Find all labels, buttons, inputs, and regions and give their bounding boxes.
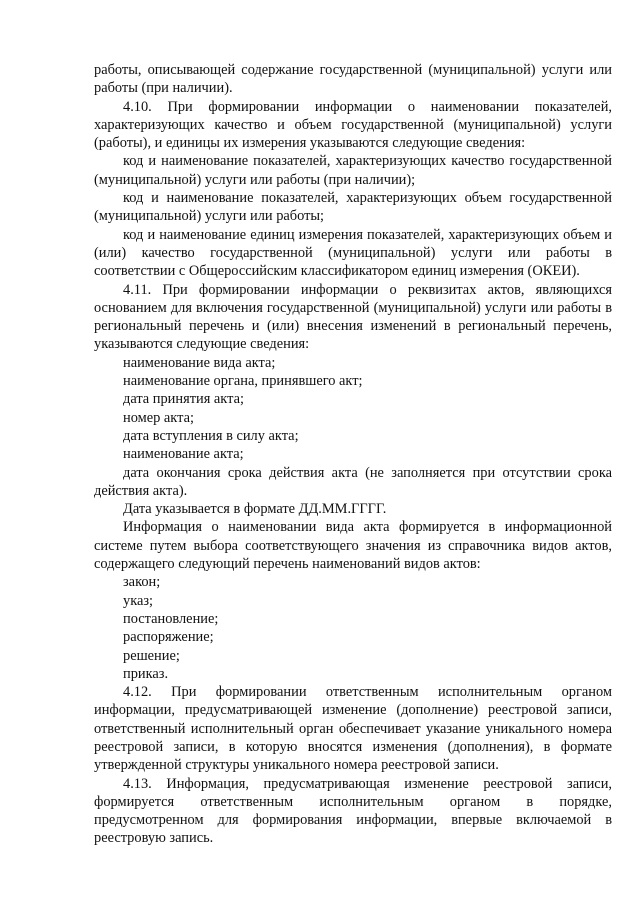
list-item: наименование вида акта; [123, 354, 276, 371]
paragraph: код и наименование единиц измерения показателей, характеризующих объем и (или) качество государственной (муниципальной) услуги или работы в соответствии с Общероссийским классификатором единиц измерения (ОКЕИ). [94, 226, 612, 280]
paragraph-4-11: 4.11. При формировании информации о реквизитах актов, являющихся основанием для включения государственной (муниципальной) услуги или работы в региональный перечень и (или) внесения изменений в региональный перечень, указываются следующие сведения: [94, 281, 612, 353]
list-item: приказ. [123, 665, 169, 682]
paragraph: код и наименование показателей, характеризующих качество государственной (муниципальной) услуги или работы (при наличии); [94, 153, 612, 188]
list-item: дата вступления в силу акта; [123, 427, 299, 444]
list-item: закон; [123, 574, 161, 591]
list-item: постановление; [123, 610, 219, 627]
list-item: дата окончания срока действия акта (не заполняется при отсутствии срока действия акта). [94, 464, 612, 499]
paragraph-4-10: 4.10. При формировании информации о наименовании показателей, характеризующих качество и объем государственной (муниципальной) услуги (работы), и единицы их измерения указываются следующие сведения: [94, 98, 612, 152]
list-item: номер акта; [123, 409, 194, 426]
list-item: дата принятия акта; [123, 391, 244, 408]
document-body [94, 61, 612, 848]
paragraph-4-13: 4.13. Информация, предусматривающая изменение реестровой записи, формируется ответственным исполнительным органом в порядке, предусмотренном для формирования информации, впервые включаемой в реестровую запись. [94, 775, 612, 847]
paragraph: Информация о наименовании вида акта формируется в информационной системе путем выбора соответствующего значения из справочника видов актов, содержащего следующий перечень наименований видов актов: [94, 519, 612, 573]
list-item: наименование органа, принявшего акт; [123, 373, 363, 390]
paragraph: код и наименование показателей, характеризующих объем государственной (муниципальной) услуги или работы; [94, 190, 612, 225]
paragraph: Дата указывается в формате ДД.ММ.ГГГГ. [123, 501, 387, 518]
paragraph: работы, описывающей содержание государственной (муниципальной) услуги или работы (при наличии). [94, 62, 612, 97]
list-item: решение; [123, 647, 180, 664]
list-item: распоряжение; [123, 629, 214, 646]
paragraph-4-12: 4.12. При формировании ответственным исполнительным органом информации, предусматривающей изменение (дополнение) реестровой записи, ответственный исполнительный орган обеспечивает указание уникального номера реестровой записи, в которую вносятся изменения (дополнения), в формате утвержденной структуры уникального номера реестровой записи. [94, 684, 612, 774]
list-item: наименование акта; [123, 446, 244, 463]
list-item: указ; [123, 592, 154, 609]
